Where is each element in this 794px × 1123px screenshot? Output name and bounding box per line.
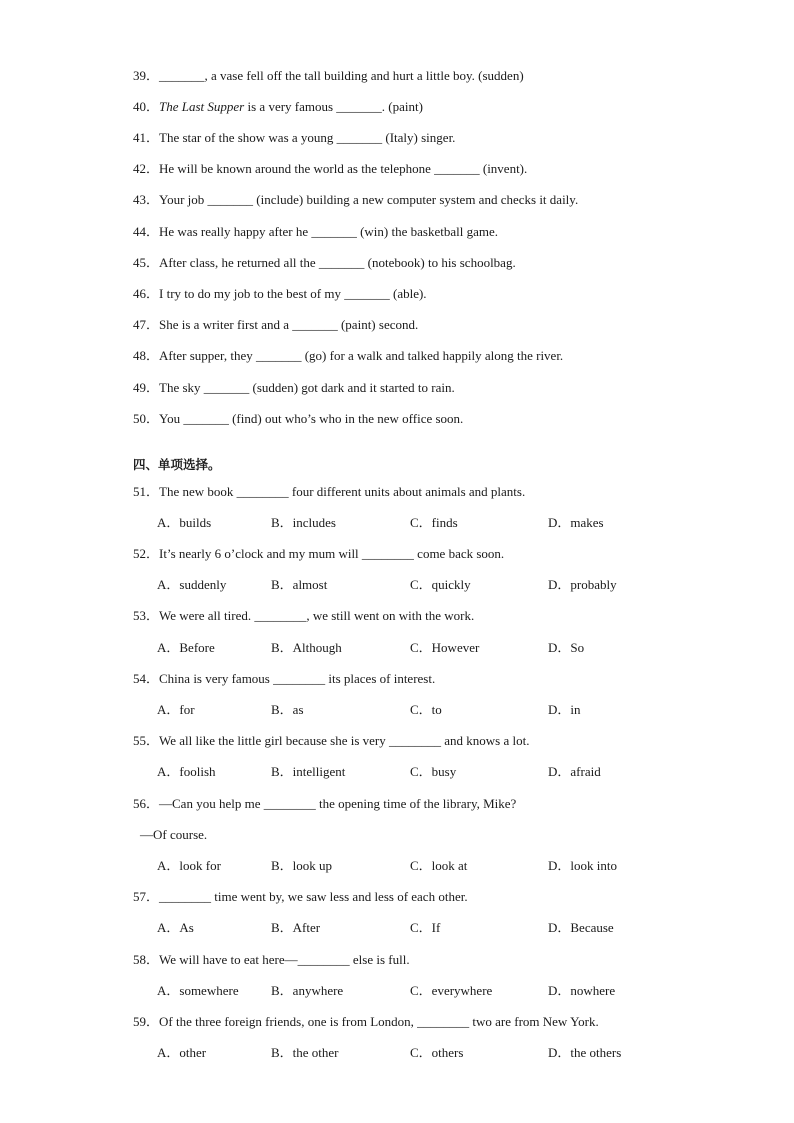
- option-d: D．look into: [548, 858, 617, 873]
- question-number: 51．: [133, 484, 160, 499]
- option-c: C．look at: [410, 858, 468, 873]
- question-text: —Can you help me ________ the opening time of the library, Mike?: [159, 796, 517, 811]
- option-a: A．Before: [157, 640, 215, 655]
- question-54: [133, 671, 435, 687]
- question-44: [133, 224, 498, 240]
- question-number: 54．: [133, 671, 160, 686]
- question-text: The sky _______ (sudden) got dark and it started to rain.: [159, 380, 455, 395]
- question-41: [133, 130, 455, 146]
- option-d: D．nowhere: [548, 983, 616, 998]
- question-number: 45．: [133, 255, 160, 270]
- question-number: 50．: [133, 411, 160, 426]
- option-c: C．finds: [410, 515, 458, 530]
- question-text: I try to do my job to the best of my _______ (able).: [159, 286, 427, 301]
- question-text: _______, a vase fell off the tall building and hurt a little boy. (sudden): [159, 68, 524, 83]
- question-text: is a very famous _______. (paint): [244, 99, 423, 114]
- question-48: [133, 348, 563, 364]
- question-text: China is very famous ________ its places of interest.: [159, 671, 436, 686]
- option-b: B．includes: [271, 515, 336, 530]
- question-number: 42．: [133, 161, 160, 176]
- question-text: She is a writer first and a _______ (paint) second.: [159, 317, 419, 332]
- question-number: 39．: [133, 68, 160, 83]
- option-b: B．as: [271, 702, 304, 717]
- option-a: A．builds: [157, 515, 212, 530]
- option-d: D．in: [548, 702, 581, 717]
- option-b: B．the other: [271, 1045, 339, 1060]
- section-title: 四、单项选择。: [133, 457, 221, 472]
- option-a: A．somewhere: [157, 983, 239, 998]
- question-number: 40．: [133, 99, 160, 114]
- question-55: [133, 733, 529, 749]
- question-number: 58．: [133, 952, 160, 967]
- option-b: B．almost: [271, 577, 328, 592]
- option-a: A．for: [157, 702, 195, 717]
- question-46: [133, 286, 427, 302]
- question-text: We will have to eat here—________ else is full.: [159, 952, 410, 967]
- option-b: B．After: [271, 920, 321, 935]
- option-a: A．other: [157, 1045, 207, 1060]
- question-59: [133, 1014, 599, 1030]
- option-d: D．Because: [548, 920, 614, 935]
- question-number: 41．: [133, 130, 160, 145]
- option-d: D．the others: [548, 1045, 622, 1060]
- question-number: 46．: [133, 286, 160, 301]
- question-number: 43．: [133, 192, 160, 207]
- question-39: [133, 68, 524, 84]
- question-text: We all like the little girl because she is very ________ and knows a lot.: [159, 733, 530, 748]
- question-45: [133, 255, 516, 271]
- question-text: We were all tired. ________, we still went on with the work.: [159, 608, 475, 623]
- question-text: The new book ________ four different units about animals and plants.: [159, 484, 526, 499]
- option-c: C．However: [410, 640, 480, 655]
- question-49: [133, 380, 455, 396]
- option-c: C．everywhere: [410, 983, 493, 998]
- question-53: [133, 608, 474, 624]
- question-title-italic: The Last Supper: [159, 99, 245, 114]
- question-number: 52．: [133, 546, 160, 561]
- option-d: D．probably: [548, 577, 617, 592]
- option-a: A．foolish: [157, 764, 216, 779]
- question-text: You _______ (find) out who’s who in the new office soon.: [159, 411, 464, 426]
- option-c: C．If: [410, 920, 441, 935]
- question-text: ________ time went by, we saw less and less of each other.: [159, 889, 468, 904]
- question-text: After class, he returned all the _______ (notebook) to his schoolbag.: [159, 255, 516, 270]
- option-b: B．anywhere: [271, 983, 344, 998]
- question-number: 55．: [133, 733, 160, 748]
- question-text: He will be known around the world as the telephone _______ (invent).: [159, 161, 528, 176]
- question-52: [133, 546, 504, 562]
- question-number: 53．: [133, 608, 160, 623]
- question-57: [133, 889, 468, 905]
- option-d: D．makes: [548, 515, 604, 530]
- question-51: [133, 484, 525, 500]
- question-text: The star of the show was a young _______ (Italy) singer.: [159, 130, 456, 145]
- question-56: [133, 796, 516, 812]
- option-b: B．Although: [271, 640, 342, 655]
- question-number: 48．: [133, 348, 160, 363]
- option-c: C．others: [410, 1045, 464, 1060]
- dialogue-response: —Of course.: [140, 827, 208, 842]
- question-58: [133, 952, 410, 968]
- question-text: Your job _______ (include) building a new computer system and checks it daily.: [159, 192, 579, 207]
- question-number: 49．: [133, 380, 160, 395]
- option-c: C．to: [410, 702, 442, 717]
- option-d: D．So: [548, 640, 585, 655]
- option-b: B．look up: [271, 858, 333, 873]
- question-number: 57．: [133, 889, 160, 904]
- question-number: 44．: [133, 224, 160, 239]
- question-text: He was really happy after he _______ (win) the basketball game.: [159, 224, 498, 239]
- question-40: [133, 99, 423, 115]
- option-a: A．suddenly: [157, 577, 227, 592]
- question-text: After supper, they _______ (go) for a walk and talked happily along the river.: [159, 348, 564, 363]
- option-d: D．afraid: [548, 764, 601, 779]
- question-47: [133, 317, 418, 333]
- question-number: 59．: [133, 1014, 160, 1029]
- question-number: 56．: [133, 796, 160, 811]
- question-text: Of the three foreign friends, one is from London, ________ two are from New York.: [159, 1014, 599, 1029]
- question-text: It’s nearly 6 o’clock and my mum will ________ come back soon.: [159, 546, 505, 561]
- option-a: A．As: [157, 920, 194, 935]
- option-c: C．busy: [410, 764, 457, 779]
- option-a: A．look for: [157, 858, 221, 873]
- question-43: [133, 192, 578, 208]
- option-c: C．quickly: [410, 577, 471, 592]
- option-b: B．intelligent: [271, 764, 346, 779]
- question-50: [133, 411, 463, 427]
- question-number: 47．: [133, 317, 160, 332]
- question-42: [133, 161, 527, 177]
